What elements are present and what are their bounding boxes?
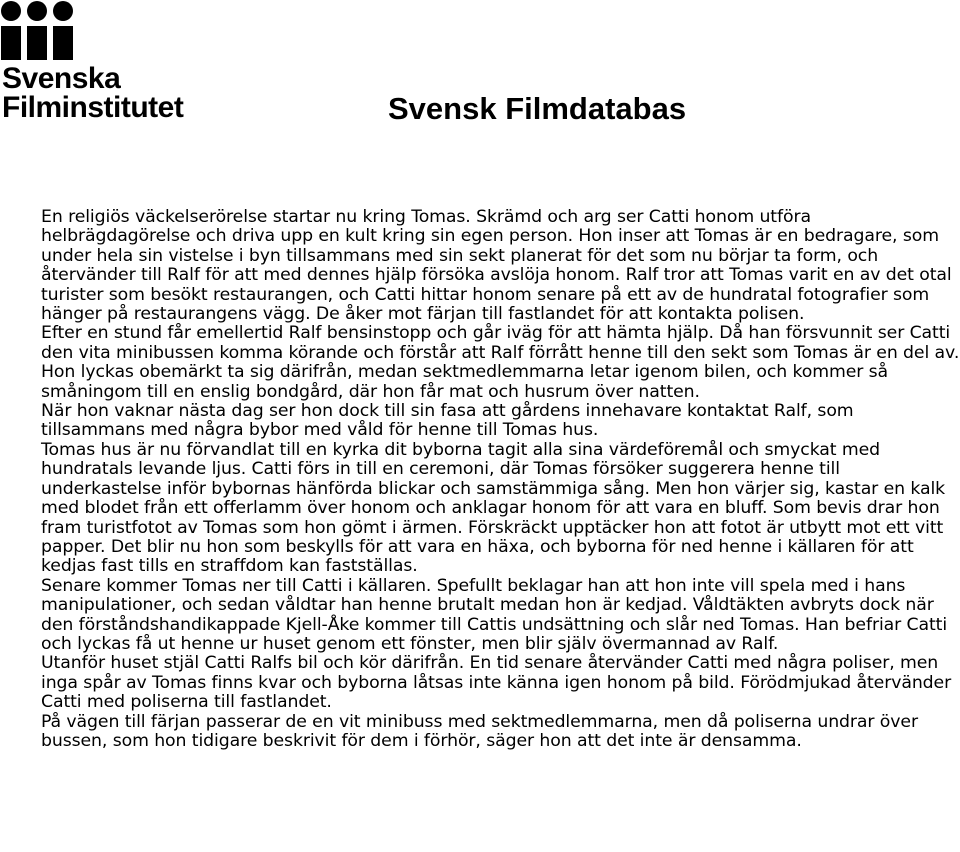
page-title: Svensk Filmdatabas [388, 91, 687, 126]
synopsis-paragraph: En religiös väckelserörelse startar nu kring Tomas. Skrämd och arg ser Catti honom utföra helbrägdagörelse och driva upp en kult kring sin egen person. Hon inser att Tomas är en bedragare, som under hela sin vistelse i byn tillsammans med sin sekt planerat för det som nu börjar ta form, och återvänder till Ralf för att med dennes hjälp försöka avslöja honom. Ralf tror att Tomas varit en av det otal turister som besökt restaurangen, och Catti hittar honom senare på ett av de hundratal fotografier som hänger på restaurangens vägg. De åker mot färjan till fastlandet för att kontakta polisen. [41, 207, 952, 325]
synopsis-text [41, 208, 960, 751]
synopsis-paragraph: På vägen till färjan passerar de en vit minibuss med sektmedlemmarna, men då poliserna undrar över bussen, som hon tidigare beskrivit för dem i förhör, säger hon att det inte är densamma. [41, 711, 918, 751]
synopsis-paragraph: När hon vaknar nästa dag ser hon dock till sin fasa att gårdens innehavare kontaktat Ralf, som tillsammans med några bybor med våld för henne till Tomas hus. [41, 401, 854, 441]
svenska-filminstitutet-logo[interactable] [0, 0, 200, 125]
logo-wordmark-line1: Svenska [2, 62, 121, 95]
synopsis-paragraph: Utanför huset stjäl Catti Ralfs bil och kör därifrån. En tid senare återvänder Catti med några poliser, men inga spår av Tomas finns kvar och byborna låtsas inte känna igen honom på bild. Förödmjukad återvänder Catti med poliserna till fastlandet. [41, 653, 952, 713]
synopsis-paragraph: Tomas hus är nu förvandlat till en kyrka dit byborna tagit alla sina värdeföremål och smyckat med hundratals levande ljus. Catti förs in till en ceremoni, där Tomas försöker suggerera henne till underkastelse inför bybornas hänförda blickar och samstämmiga sång. Men hon värjer sig, kastar en kalk med blodet från ett offerlamm över honom och anklagar honom för att vara en bluff. Som bevis drar hon fram turistfotot av Tomas som hon gömt i ärmen. Förskräckt upptäcker hon att fotot är utbytt mot ett vitt papper. Det blir nu hon som beskylls för att vara en häxa, och byborna för ned henne i källaren för att kedjas fast tills en straffdom kan fastställas. [41, 439, 946, 577]
synopsis-paragraph: Efter en stund får emellertid Ralf bensinstopp och går iväg för att hämta hjälp. Då han försvunnit ser Catti den vita minibussen komma körande och förstår att Ralf förrått henne till den sekt som Tomas är en del av. Hon lyckas obemärkt ta sig därifrån, medan sektmedlemmarna letar igenom bilen, och kommer så småningom till en enslig bondgård, där hon får mat och husrum över natten. [41, 323, 960, 402]
synopsis-paragraph: Senare kommer Tomas ner till Catti i källaren. Spefullt beklagar han att hon inte vill spela med i hans manipulationer, och sedan våldtar han henne brutalt medan hon är kedjad. Våldtäkten avbryts dock när den förståndshandikappade Kjell-Åke kommer till Cattis undsättning och slår ned Tomas. Han befriar Catti och lyckas få ut henne ur huset genom ett fönster, men blir själv övermannad av Ralf. [41, 575, 948, 654]
logo-wordmark-line2: Filminstitutet [2, 91, 184, 124]
logo-mark-icon [0, 0, 80, 62]
